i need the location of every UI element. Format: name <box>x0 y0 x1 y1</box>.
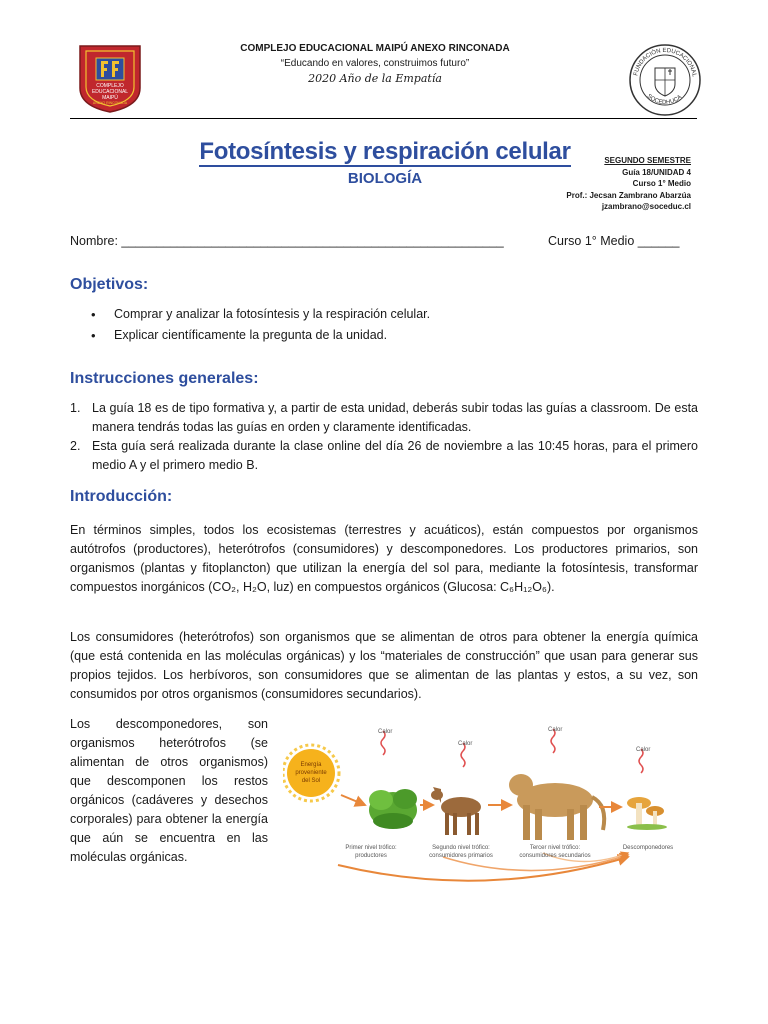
subject-label: BIOLOGÍA <box>347 170 423 187</box>
heat-label: Calor <box>378 729 393 735</box>
puma-icon <box>509 774 604 840</box>
caption-producers-1: Primer nivel trófico: <box>345 845 397 851</box>
plant-icon <box>369 789 417 829</box>
food-chain-figure <box>283 725 698 890</box>
list-item: • Comprar y analizar la fotosíntesis y la respiración celular. <box>89 304 689 325</box>
guide-number: Guía 18/UNIDAD 4 <box>622 167 691 177</box>
caption-secondary-1: Tercer nivel trófico: <box>529 845 581 851</box>
caption-secondary-2: consumidores secundarios <box>519 853 591 859</box>
deer-icon <box>431 787 481 835</box>
year-slogan: 2020 Año de la Empatía <box>308 72 442 85</box>
caption-primary-2: consumidores primarios <box>429 853 493 859</box>
teacher-name: Prof.: Jecsan Zambrano Abarzúa <box>566 190 691 200</box>
page-title-text: Fotosíntesis y respiración celular <box>199 138 571 165</box>
intro-paragraph-2: Los consumidores (heterótrofos) son organismos que se alimentan de otros para obtener la energía química (que está contenida en las moléculas orgánicas) y los “materiales de construcción” que usan para generar sus propios tejidos. Los herbívoros, son consumidores que se alimentan de las plantas y estos, a su vez, son consumidos por otros organismos (consumidores secundarios). <box>70 630 698 701</box>
school-motto: “Educando en valores, construimos futuro” <box>280 58 470 69</box>
intro-heading: Introducción: <box>70 488 173 505</box>
sun-label-3: del Sol <box>301 778 321 784</box>
foundation-seal <box>627 42 703 118</box>
caption-producers-2: productores <box>355 853 387 859</box>
guide-meta <box>566 155 691 213</box>
instructions-heading: Instrucciones generales: <box>70 370 259 387</box>
teacher-email: jzambrano@soceduc.cl <box>601 202 691 211</box>
heat-label: Calor <box>548 727 563 733</box>
heat-icon <box>381 729 643 773</box>
logo-text-3: MAIPÚ <box>102 95 118 101</box>
intro-paragraph-1: En términos simples, todos los ecosistemas (terrestres y acuáticos), están compuestos por organismos autótrofos (productores), heterótrofos (consumidores) y descomponedores. Los productores primarios, son organismos (plantas y fitoplancton) que utilizan la energía del sol para, mediante la fotosíntesis, transformar compuestos inorgánicos (CO₂, H₂O, luz) en compuestos orgánicos (Glucosa: C₆H₁₂O₆). <box>70 523 698 594</box>
logo-text-1: COMPLEJO <box>96 83 124 89</box>
svg-text:FUNDACIÓN EDUCACIONAL: FUNDACIÓN EDUCACIONAL <box>633 47 697 78</box>
course-label: Curso 1° Medio <box>632 179 691 188</box>
header-divider <box>70 118 697 119</box>
item-text: Esta guía será realizada durante la clase online del día 26 de noviembre a las 10:45 horas, para el primero medio A y el primero medio B. <box>92 439 698 472</box>
page-title <box>150 138 620 166</box>
sun-label-1: Energía <box>300 762 322 768</box>
item-text: La guía 18 es de tipo formativa y, a partir de esta unidad, deberás subir todas las guías a classroom. De esta manera tendrás todas las guías en orden y claramente identificadas. <box>92 401 698 434</box>
heat-label: Calor <box>458 741 473 747</box>
list-item <box>70 437 698 475</box>
caption-decomposers: Descomponedores <box>622 845 674 851</box>
mushroom-icon <box>627 797 667 830</box>
semester-label: SEGUNDO SEMESTRE <box>604 156 691 165</box>
school-name: COMPLEJO EDUCACIONAL MAIPÚ ANEXO RINCONADA <box>240 43 510 54</box>
intro-paragraph-3: Los descomponedores, son organismos heterótrofos (se alimentan de otros organismos) que descomponen los restos orgánicos (cadáveres y desechos corporales) para obtener la energía que aún se encuentra en las moléculas orgánicas. <box>70 717 268 864</box>
name-field[interactable]: Nombre: _______________________________________________________ <box>70 234 504 248</box>
sun-label-2: proveniente <box>295 770 327 776</box>
caption-primary-1: Segundo nivel trófico: <box>432 845 490 851</box>
svg-text:SOCEDHUCA: SOCEDHUCA <box>645 93 684 107</box>
item-number: 2. <box>70 439 81 453</box>
course-field[interactable]: Curso 1° Medio ______ <box>548 234 680 248</box>
logo-text-2: EDUCACIONAL <box>91 89 129 95</box>
item-number: 1. <box>70 401 81 415</box>
list-item <box>70 399 698 437</box>
objectives-list <box>89 304 689 346</box>
logo-text-4: ANEXO RINCONADA <box>92 101 128 105</box>
heat-label: Calor <box>636 747 651 753</box>
objectives-heading: Objetivos: <box>70 276 149 293</box>
instructions-list <box>70 399 698 475</box>
school-logo <box>78 44 142 114</box>
list-item: • Explicar científicamente la pregunta de la unidad. <box>89 325 689 346</box>
